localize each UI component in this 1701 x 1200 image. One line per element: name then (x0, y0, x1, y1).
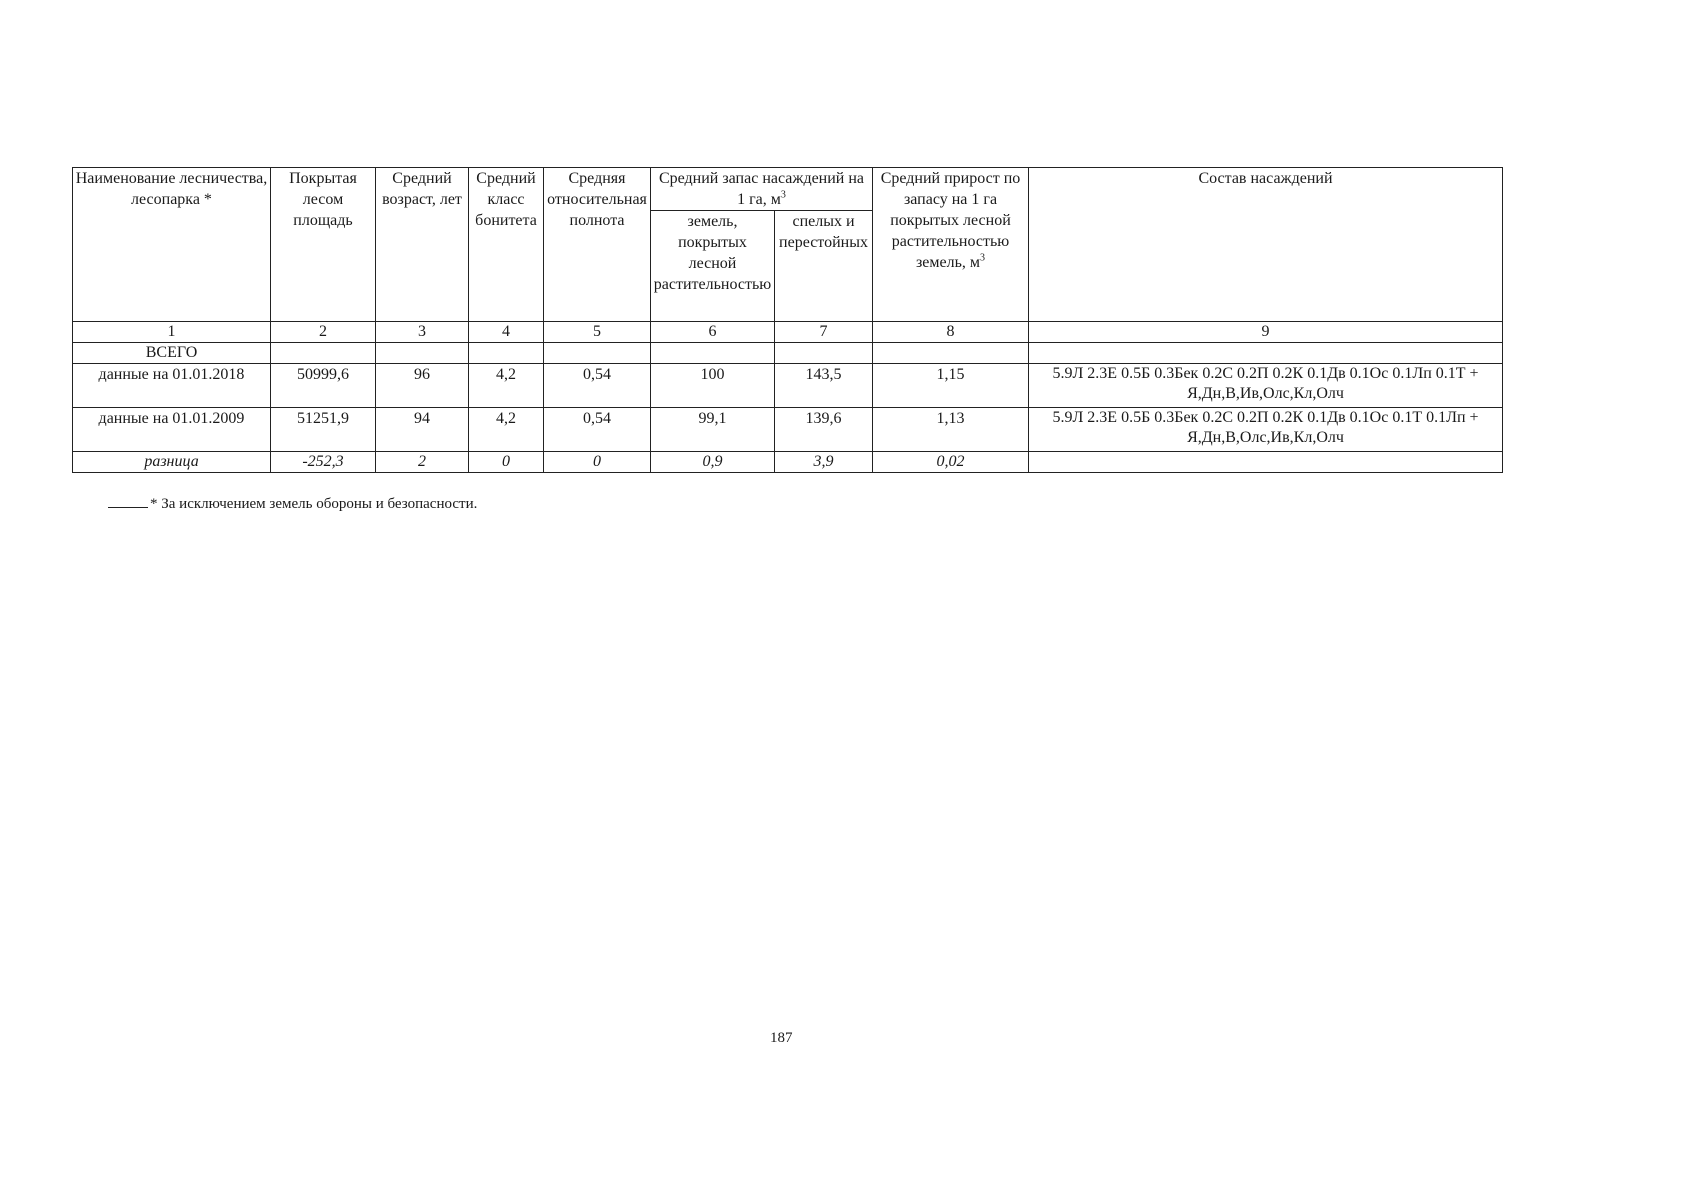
footnote (108, 496, 477, 513)
cell-composition: 5.9Л 2.3Е 0.5Б 0.3Бек 0.2С 0.2П 0.2К 0.1Дв 0.1Ос 0.1Лп 0.1Т + Я,Дн,В,Ив,Олс,Кл,Олч (1029, 364, 1503, 408)
total-empty-cell (651, 343, 775, 364)
diff-composition (1029, 452, 1503, 473)
header-average-stock-text: Средний запас насаждений на 1 га, м (658, 170, 865, 208)
cell-age: 94 (376, 408, 469, 452)
cell-age: 96 (376, 364, 469, 408)
diff-stock-mature: 3,9 (775, 452, 873, 473)
column-number: 4 (469, 322, 544, 343)
cell-area: 50999,6 (271, 364, 376, 408)
header-forestry-name: Наименование лесничества, лесопарка * (73, 168, 271, 322)
header-row-1 (73, 168, 1503, 211)
cell-area: 51251,9 (271, 408, 376, 452)
cell-bonitet: 4,2 (469, 364, 544, 408)
difference-row (73, 452, 1503, 473)
cell-stock-covered: 99,1 (651, 408, 775, 452)
row-name: данные на 01.01.2018 (73, 364, 271, 408)
column-number: 2 (271, 322, 376, 343)
header-stock-mature: спелых и перестойных (775, 211, 873, 322)
table-row (73, 364, 1503, 408)
column-number: 7 (775, 322, 873, 343)
column-number: 1 (73, 322, 271, 343)
header-average-increment-sup: 3 (980, 252, 986, 264)
diff-area: -252,3 (271, 452, 376, 473)
header-composition: Состав насаждений (1029, 168, 1503, 322)
total-empty-cell (873, 343, 1029, 364)
cell-bonitet: 4,2 (469, 408, 544, 452)
diff-increment: 0,02 (873, 452, 1029, 473)
column-number: 6 (651, 322, 775, 343)
footnote-text: * За исключением земель обороны и безопасности. (150, 496, 478, 512)
footnote-rule (108, 507, 148, 508)
diff-label: разница (73, 452, 271, 473)
total-empty-cell (376, 343, 469, 364)
total-empty-cell (271, 343, 376, 364)
table-row (73, 408, 1503, 452)
column-number: 9 (1029, 322, 1503, 343)
total-empty-cell (1029, 343, 1503, 364)
header-average-stock-group (651, 168, 873, 211)
row-name: данные на 01.01.2009 (73, 408, 271, 452)
header-stock-covered-lands: земель, покрытых лесной растительностью (651, 211, 775, 322)
total-empty-cell (775, 343, 873, 364)
cell-increment: 1,13 (873, 408, 1029, 452)
header-average-age: Средний возраст, лет (376, 168, 469, 322)
header-average-stock-sup: 3 (780, 189, 786, 201)
cell-stock-mature: 143,5 (775, 364, 873, 408)
column-number: 3 (376, 322, 469, 343)
header-average-increment (873, 168, 1029, 322)
total-empty-cell (469, 343, 544, 364)
cell-stock-mature: 139,6 (775, 408, 873, 452)
page-number: 187 (770, 1030, 793, 1046)
cell-increment: 1,15 (873, 364, 1029, 408)
diff-bonitet: 0 (469, 452, 544, 473)
cell-density: 0,54 (544, 364, 651, 408)
total-label: ВСЕГО (73, 343, 271, 364)
cell-density: 0,54 (544, 408, 651, 452)
diff-density: 0 (544, 452, 651, 473)
column-number-row (73, 322, 1503, 343)
cell-composition: 5.9Л 2.3Е 0.5Б 0.3Бек 0.2С 0.2П 0.2К 0.1Дв 0.1Ос 0.1Т 0.1Лп + Я,Дн,В,Олс,Ив,Кл,Олч (1029, 408, 1503, 452)
total-row (73, 343, 1503, 364)
column-number: 8 (873, 322, 1029, 343)
cell-stock-covered: 100 (651, 364, 775, 408)
column-number: 5 (544, 322, 651, 343)
header-average-increment-text: Средний прирост по запасу на 1 га покрытых лесной растительностью земель, м (880, 170, 1021, 271)
header-forest-area: Покрытая лесом площадь (271, 168, 376, 322)
forest-stand-table (72, 167, 1503, 473)
total-empty-cell (544, 343, 651, 364)
header-relative-density: Средняя относительная полнота (544, 168, 651, 322)
diff-age: 2 (376, 452, 469, 473)
header-bonitet-class: Средний класс бонитета (469, 168, 544, 322)
diff-stock-covered: 0,9 (651, 452, 775, 473)
